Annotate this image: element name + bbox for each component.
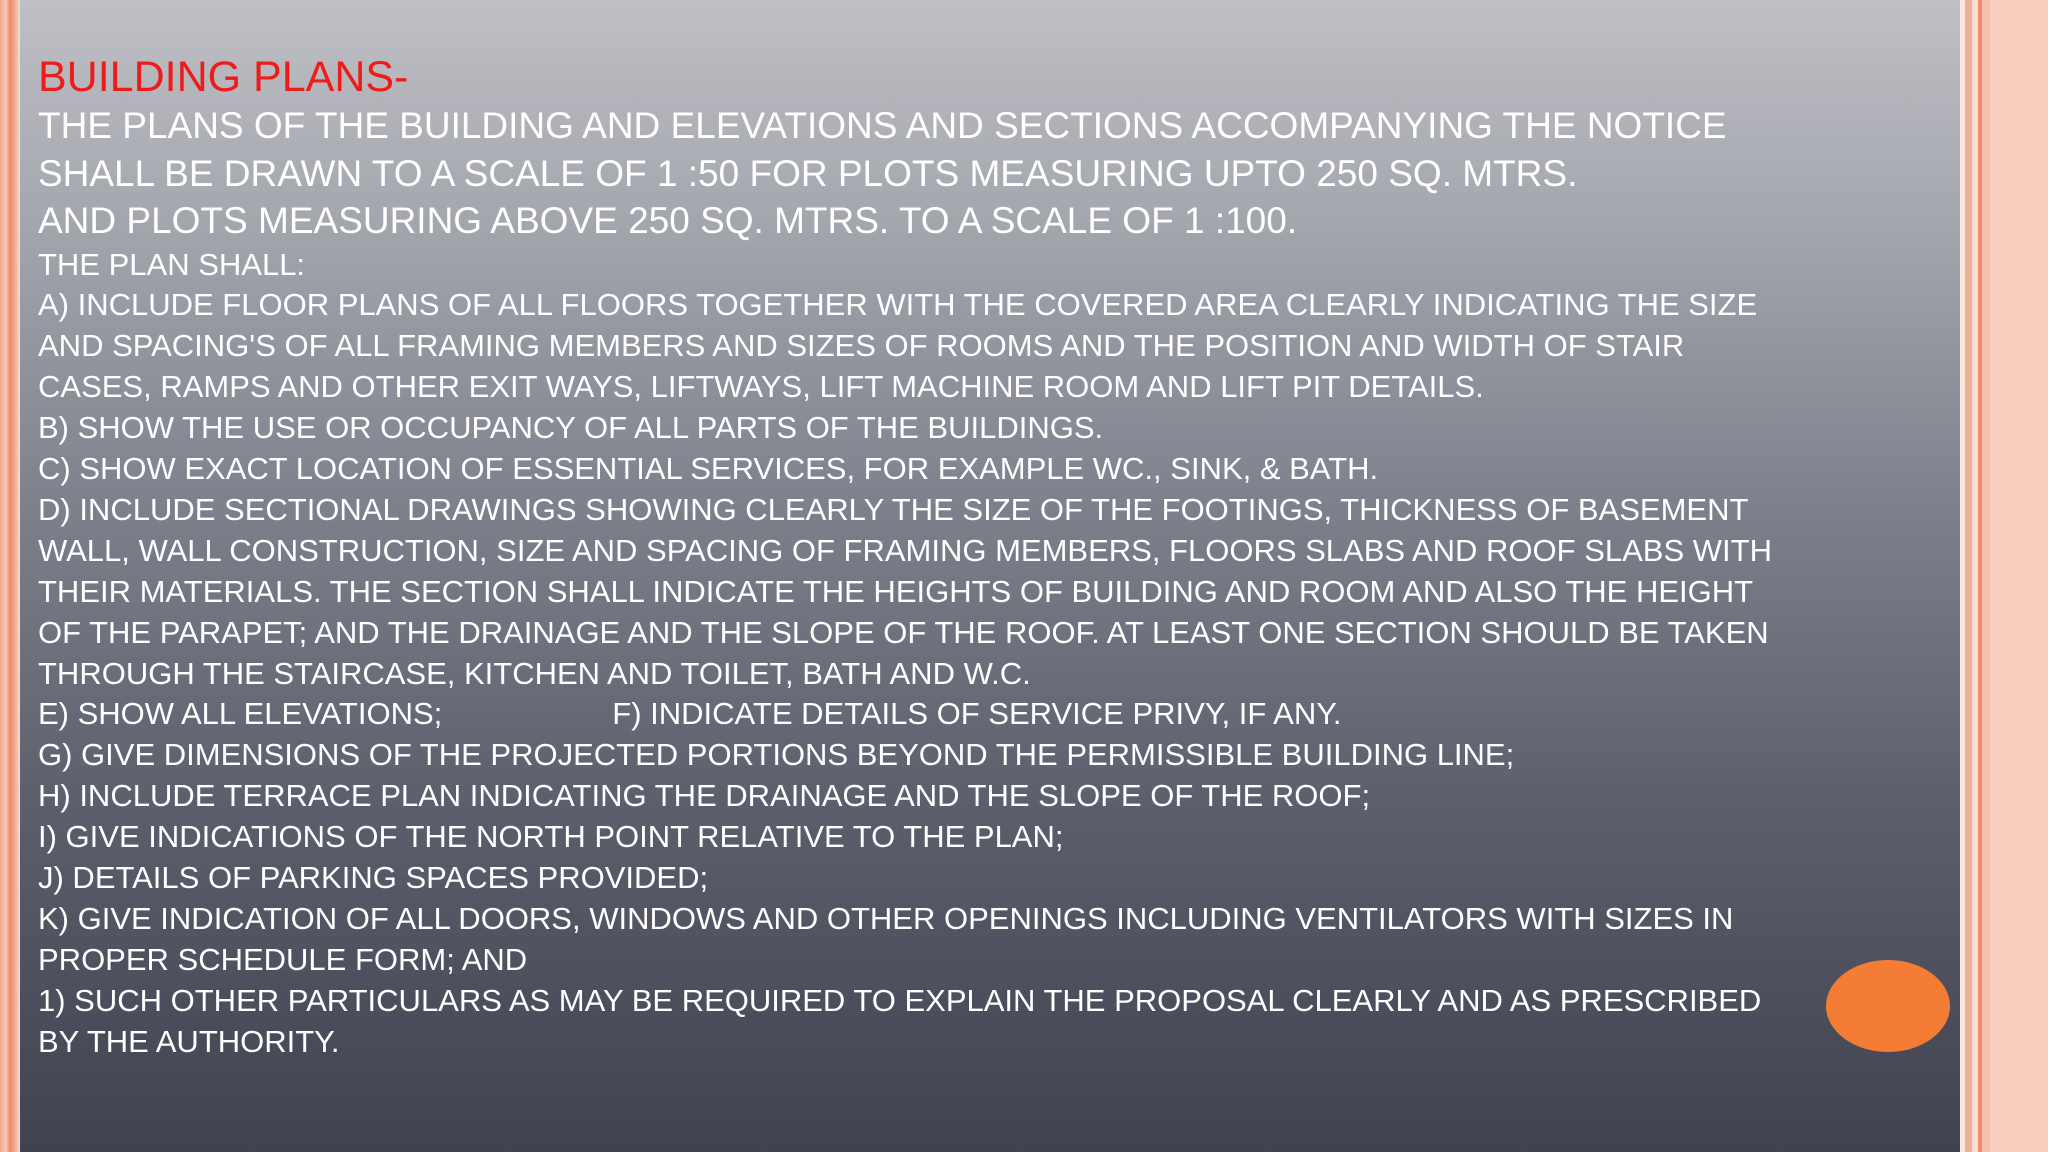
body-line: THEIR MATERIALS. THE SECTION SHALL INDICATE THE HEIGHTS OF BUILDING AND ROOM AND ALSO THE HEIGHT [38,573,1754,609]
body-line: I) GIVE INDICATIONS OF THE NORTH POINT RELATIVE TO THE PLAN; [38,819,1064,855]
line-e: E) SHOW ALL ELEVATIONS; [38,696,443,732]
body-line: CASES, RAMPS AND OTHER EXIT WAYS, LIFTWAYS, LIFT MACHINE ROOM AND LIFT PIT DETAILS. [38,369,1484,405]
line-f: F) INDICATE DETAILS OF SERVICE PRIVY, IF ANY. [612,696,1342,732]
slide-body [38,52,1958,1063]
body-line: K) GIVE INDICATION OF ALL DOORS, WINDOWS AND OTHER OPENINGS INCLUDING VENTILATORS WITH SIZES IN [38,901,1734,936]
body-line: G) GIVE DIMENSIONS OF THE PROJECTED PORTIONS BEYOND THE PERMISSIBLE BUILDING LINE; [38,737,1515,773]
body-line: B) SHOW THE USE OR OCCUPANCY OF ALL PARTS OF THE BUILDINGS. [38,410,1104,446]
intro-line: AND PLOTS MEASURING ABOVE 250 SQ. MTRS. TO A SCALE OF 1 :100. [38,200,1298,241]
body-line: PROPER SCHEDULE FORM; AND [38,941,528,977]
body-line: WALL, WALL CONSTRUCTION, SIZE AND SPACING OF FRAMING MEMBERS, FLOORS SLABS AND ROOF SLABS WITH [38,532,1772,568]
body-line: THE PLAN SHALL: [38,246,306,282]
slide-title: BUILDING PLANS- [38,53,409,101]
body-line: C) SHOW EXACT LOCATION OF ESSENTIAL SERVICES, FOR EXAMPLE WC., SINK, & BATH. [38,451,1379,487]
body-line-ef [38,694,1958,735]
body-line: BY THE AUTHORITY. [38,1023,340,1059]
body-line: J) DETAILS OF PARKING SPACES PROVIDED; [38,860,709,896]
intro-line: SHALL BE DRAWN TO A SCALE OF 1 :50 FOR PLOTS MEASURING UPTO 250 SQ. MTRS. [38,152,1578,194]
intro-line: THE PLANS OF THE BUILDING AND ELEVATIONS AND SECTIONS ACCOMPANYING THE NOTICE [38,105,1727,146]
body-line: A) INCLUDE FLOOR PLANS OF ALL FLOORS TOGETHER WITH THE COVERED AREA CLEARLY INDICATING THE SIZE [38,287,1758,323]
body-line: AND SPACING'S OF ALL FRAMING MEMBERS AND SIZES OF ROOMS AND THE POSITION AND WIDTH OF STAIR [38,328,1685,364]
body-line: 1) SUCH OTHER PARTICULARS AS MAY BE REQUIRED TO EXPLAIN THE PROPOSAL CLEARLY AND AS PRESCRIBED [38,982,1762,1018]
decorative-border-stripes [1960,0,2048,1152]
body-line: OF THE PARAPET; AND THE DRAINAGE AND THE SLOPE OF THE ROOF. AT LEAST ONE SECTION SHOULD BE TAKEN [38,614,1769,650]
body-line: D) INCLUDE SECTIONAL DRAWINGS SHOWING CLEARLY THE SIZE OF THE FOOTINGS, THICKNESS OF BASEMENT [38,491,1749,527]
body-line: H) INCLUDE TERRACE PLAN INDICATING THE DRAINAGE AND THE SLOPE OF THE ROOF; [38,778,1371,814]
body-line: THROUGH THE STAIRCASE, KITCHEN AND TOILET, BATH AND W.C. [38,655,1031,691]
